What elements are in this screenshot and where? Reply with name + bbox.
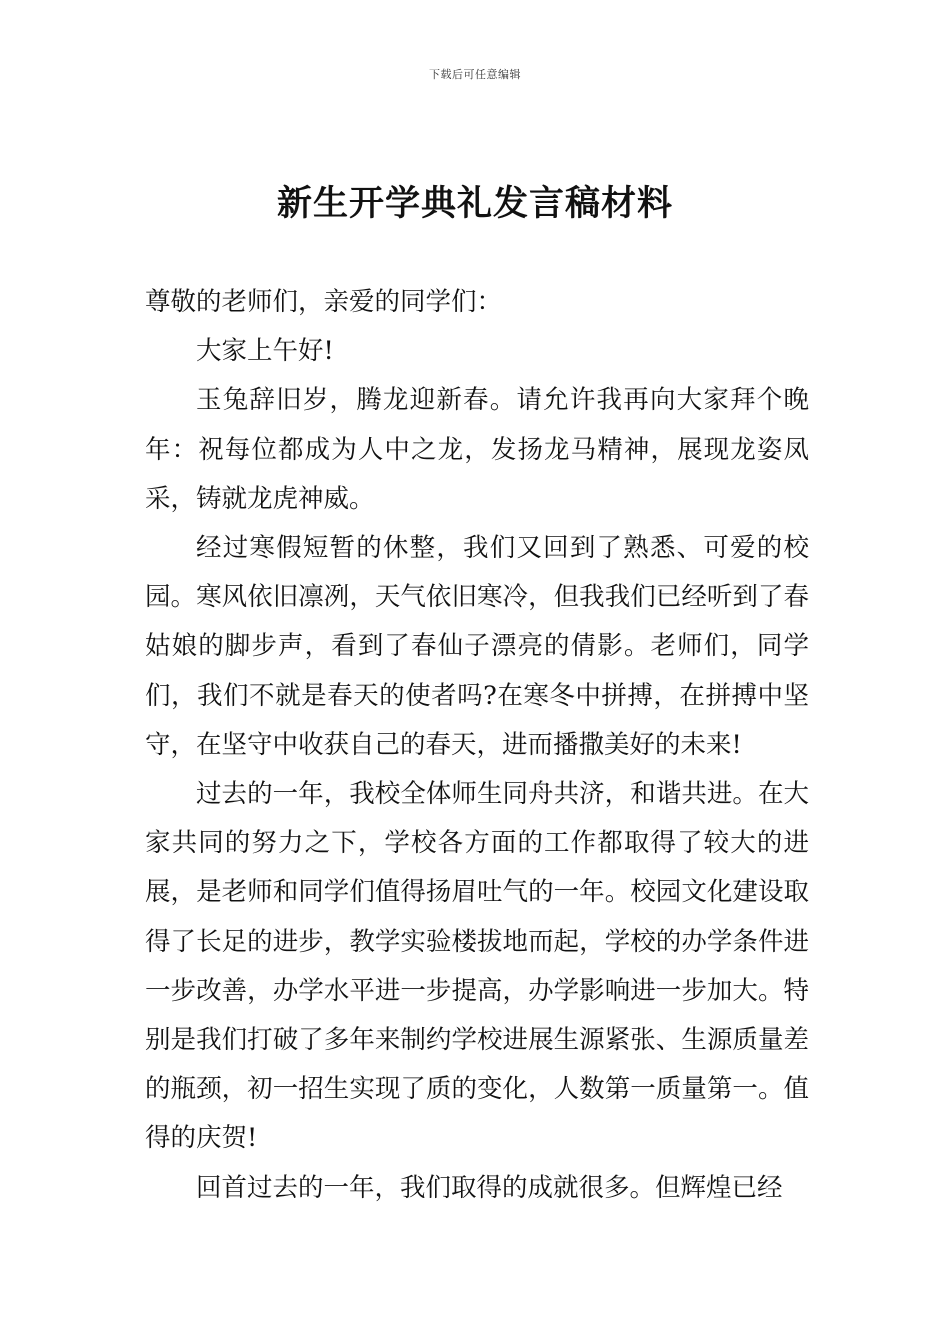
- paragraph-return-to-campus: 经过寒假短暂的休整，我们又回到了熟悉、可爱的校园。寒风依旧凛冽，天气依旧寒冷，但我我们已经听到了春姑娘的脚步声，看到了春仙子漂亮的倩影。老师们，同学们，我们不就是春天的使者吗?在寒冬中拼搏，在拼搏中坚守，在坚守中收获自己的春天，进而播撒美好的未来!: [145, 533, 809, 760]
- paragraph-looking-back: 回首过去的一年，我们取得的成就很多。但辉煌已经: [196, 1172, 783, 1203]
- header-note: 下载后可任意编辑: [429, 68, 521, 81]
- paragraph-new-year-wishes: 玉兔辞旧岁，腾龙迎新春。请允许我再向大家拜个晚年：祝每位都成为人中之龙，发扬龙马精神，展现龙姿凤采，铸就龙虎神威。: [145, 385, 809, 514]
- salutation: 尊敬的老师们，亲爱的同学们：: [145, 287, 503, 317]
- document-body: [145, 278, 809, 1213]
- document-title: 新生开学典礼发言稿材料: [276, 184, 673, 224]
- paragraph-greeting: 大家上午好!: [196, 336, 334, 367]
- paragraph-past-year-achievements: 过去的一年，我校全体师生同舟共济，和谐共进。在大家共同的努力之下，学校各方面的工作都取得了较大的进展，是老师和同学们值得扬眉吐气的一年。校园文化建设取得了长足的进步，教学实验楼拔地而起，学校的办学条件进一步改善，办学水平进一步提高，办学影响进一步加大。特别是我们打破了多年来制约学校进展生源紧张、生源质量差的瓶颈，初一招生实现了质的变化，人数第一质量第一。值得的庆贺!: [145, 779, 809, 1154]
